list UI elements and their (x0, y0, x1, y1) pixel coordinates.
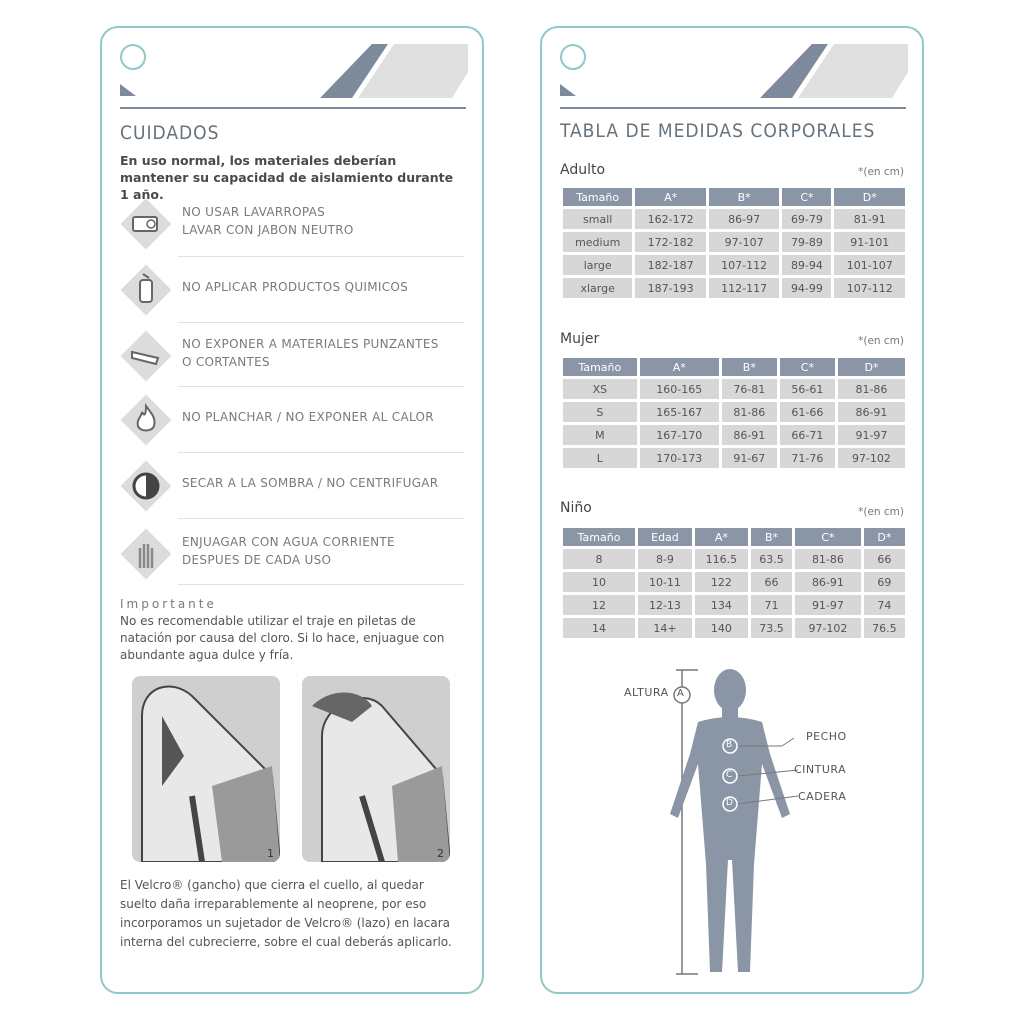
flame-icon (120, 394, 172, 446)
table-cell: 86-97 (709, 209, 780, 229)
care-item-line2: O CORTANTES (182, 355, 270, 369)
table-cell: 69-79 (782, 209, 831, 229)
table-row (563, 425, 905, 445)
header-cell: D* (864, 528, 905, 546)
divider (178, 518, 464, 519)
table-cell: 81-86 (795, 549, 861, 569)
header-cell: Tamaño (563, 358, 637, 376)
care-item-line1: NO USAR LAVARROPAS (182, 205, 326, 219)
header-cell: B* (722, 358, 777, 376)
table-cell: 12 (563, 595, 635, 615)
table-cell: 76-81 (722, 379, 777, 399)
important-title: Importante (120, 597, 217, 611)
table-cell: 160-165 (640, 379, 719, 399)
table-cell: 187-193 (635, 278, 706, 298)
velcro-illustration-1 (132, 676, 280, 862)
illustration-number: 2 (437, 847, 444, 860)
label-height: ALTURA (624, 686, 669, 699)
table-cell: 66 (751, 572, 792, 592)
table-cell: 74 (864, 595, 905, 615)
divider (178, 584, 464, 585)
table-cell: 69 (864, 572, 905, 592)
care-card (100, 26, 484, 994)
table-cell: 134 (695, 595, 748, 615)
care-item-line1: NO APLICAR PRODUCTOS QUIMICOS (182, 280, 409, 294)
table-cell: 107-112 (834, 278, 905, 298)
child-table (560, 525, 908, 641)
table-row (563, 549, 905, 569)
header-cell: D* (834, 188, 905, 206)
divider (178, 386, 464, 387)
table-row (563, 278, 905, 298)
header-cell: Edad (638, 528, 692, 546)
table-cell: 73.5 (751, 618, 792, 638)
table-cell: 61-66 (780, 402, 835, 422)
care-title: CUIDADOS (120, 122, 220, 144)
label-chest: PECHO (806, 730, 847, 743)
table-cell: 76.5 (864, 618, 905, 638)
table-cell: 8-9 (638, 549, 692, 569)
table-cell: 101-107 (834, 255, 905, 275)
header-cell: C* (795, 528, 861, 546)
divider (178, 256, 464, 257)
table-cell: small (563, 209, 632, 229)
table-cell: 14+ (638, 618, 692, 638)
header-cell: A* (635, 188, 706, 206)
table-cell: 165-167 (640, 402, 719, 422)
care-item-line1: NO PLANCHAR / NO EXPONER AL CALOR (182, 410, 434, 424)
rinse-hand-icon (120, 528, 172, 580)
table-row (563, 232, 905, 252)
divider (178, 322, 464, 323)
care-item-line1: ENJUAGAR CON AGUA CORRIENTE (182, 535, 395, 549)
care-item-line2: LAVAR CON JABON NEUTRO (182, 223, 354, 237)
adult-table (560, 185, 908, 301)
table-cell: XS (563, 379, 637, 399)
header-cell: B* (709, 188, 780, 206)
table-cell: 94-99 (782, 278, 831, 298)
header-cell: A* (640, 358, 719, 376)
velcro-illustration-2 (302, 676, 450, 862)
care-item-shade (116, 454, 468, 512)
table-cell: L (563, 448, 637, 468)
table-cell: 140 (695, 618, 748, 638)
divider (178, 452, 464, 453)
table-cell: 89-94 (782, 255, 831, 275)
care-item-washing (116, 192, 468, 250)
mark-d: D (726, 798, 734, 808)
unit-note: *(en cm) (858, 335, 904, 347)
table-cell: 170-173 (640, 448, 719, 468)
table-cell: 97-102 (838, 448, 905, 468)
table-cell: 56-61 (780, 379, 835, 399)
table-cell: 81-86 (722, 402, 777, 422)
header-cell: Tamaño (563, 188, 632, 206)
mark-b: B (726, 740, 733, 750)
table-cell: 162-172 (635, 209, 706, 229)
table-cell: 66-71 (780, 425, 835, 445)
table-cell: large (563, 255, 632, 275)
washing-machine-icon (120, 198, 172, 250)
adult-label: Adulto (560, 162, 606, 178)
table-cell: 122 (695, 572, 748, 592)
table-row (563, 572, 905, 592)
body-figure (602, 664, 842, 976)
table-cell: 112-117 (709, 278, 780, 298)
care-item-chemicals (116, 258, 468, 316)
important-text: No es recomendable utilizar el traje en piletas de natación por causa del cloro. Si lo hace, enjuague con abundante agua dulce y fría. (120, 614, 445, 662)
table-cell: 182-187 (635, 255, 706, 275)
table-cell: 81-91 (834, 209, 905, 229)
unit-note: *(en cm) (858, 166, 904, 178)
label-hip: CADERA (798, 790, 847, 803)
woman-label: Mujer (560, 331, 600, 347)
child-label: Niño (560, 500, 592, 516)
table-row (563, 448, 905, 468)
unit-note: *(en cm) (858, 506, 904, 518)
care-item-rinse (116, 522, 468, 580)
table-cell: 107-112 (709, 255, 780, 275)
table-cell: 86-91 (838, 402, 905, 422)
table-cell: 91-67 (722, 448, 777, 468)
header-cell: D* (838, 358, 905, 376)
table-cell: 97-102 (795, 618, 861, 638)
table-row (563, 209, 905, 229)
header-cell: C* (780, 358, 835, 376)
table-row (563, 618, 905, 638)
header-cell: C* (782, 188, 831, 206)
table-cell: 66 (864, 549, 905, 569)
care-item-line2: DESPUES DE CADA USO (182, 553, 332, 567)
header-cell: A* (695, 528, 748, 546)
table-cell: 79-89 (782, 232, 831, 252)
label-waist: CINTURA (794, 763, 847, 776)
table-cell: medium (563, 232, 632, 252)
table-cell: 116.5 (695, 549, 748, 569)
table-cell: 86-91 (795, 572, 861, 592)
size-card (540, 26, 924, 994)
table-cell: 71 (751, 595, 792, 615)
table-row (563, 379, 905, 399)
table-cell: 8 (563, 549, 635, 569)
care-item-line1: SECAR A LA SOMBRA / NO CENTRIFUGAR (182, 476, 439, 490)
care-intro: En uso normal, los materiales deberían mantener su capacidad de aislamiento durante 1 año. (120, 153, 454, 202)
header-cell: B* (751, 528, 792, 546)
table-cell: M (563, 425, 637, 445)
table-cell: 91-97 (838, 425, 905, 445)
shade-sun-icon (120, 460, 172, 512)
care-item-heat (116, 388, 468, 446)
header-stripes (556, 42, 908, 112)
chemical-bottle-icon (120, 264, 172, 316)
header-cell: Tamaño (563, 528, 635, 546)
table-row (563, 402, 905, 422)
care-item-line1: NO EXPONER A MATERIALES PUNZANTES (182, 337, 439, 351)
table-cell: 10-11 (638, 572, 692, 592)
table-row (563, 255, 905, 275)
illustration-number: 1 (267, 847, 274, 860)
table-row (563, 595, 905, 615)
table-cell: 14 (563, 618, 635, 638)
table-cell: 63.5 (751, 549, 792, 569)
table-cell: 81-86 (838, 379, 905, 399)
table-cell: 71-76 (780, 448, 835, 468)
woman-table (560, 355, 908, 471)
sizes-title: TABLA DE MEDIDAS CORPORALES (560, 120, 876, 142)
care-item-sharp (116, 324, 468, 382)
header-stripes (116, 42, 468, 112)
mark-a: A (677, 688, 685, 699)
table-cell: xlarge (563, 278, 632, 298)
table-cell: 91-101 (834, 232, 905, 252)
table-cell: S (563, 402, 637, 422)
table-cell: 172-182 (635, 232, 706, 252)
table-cell: 12-13 (638, 595, 692, 615)
table-cell: 86-91 (722, 425, 777, 445)
cutter-icon (120, 330, 172, 382)
table-cell: 97-107 (709, 232, 780, 252)
table-cell: 10 (563, 572, 635, 592)
mark-c: C (726, 770, 733, 780)
table-cell: 91-97 (795, 595, 861, 615)
velcro-note: El Velcro® (gancho) que cierra el cuello, al quedar suelto daña irreparablemente al neoprene, por eso incorporamos un sujetador de Velcro® (lazo) en lacara interna del cubrecierre, sobre el cual deberás aplicarlo. (120, 878, 452, 949)
table-cell: 167-170 (640, 425, 719, 445)
